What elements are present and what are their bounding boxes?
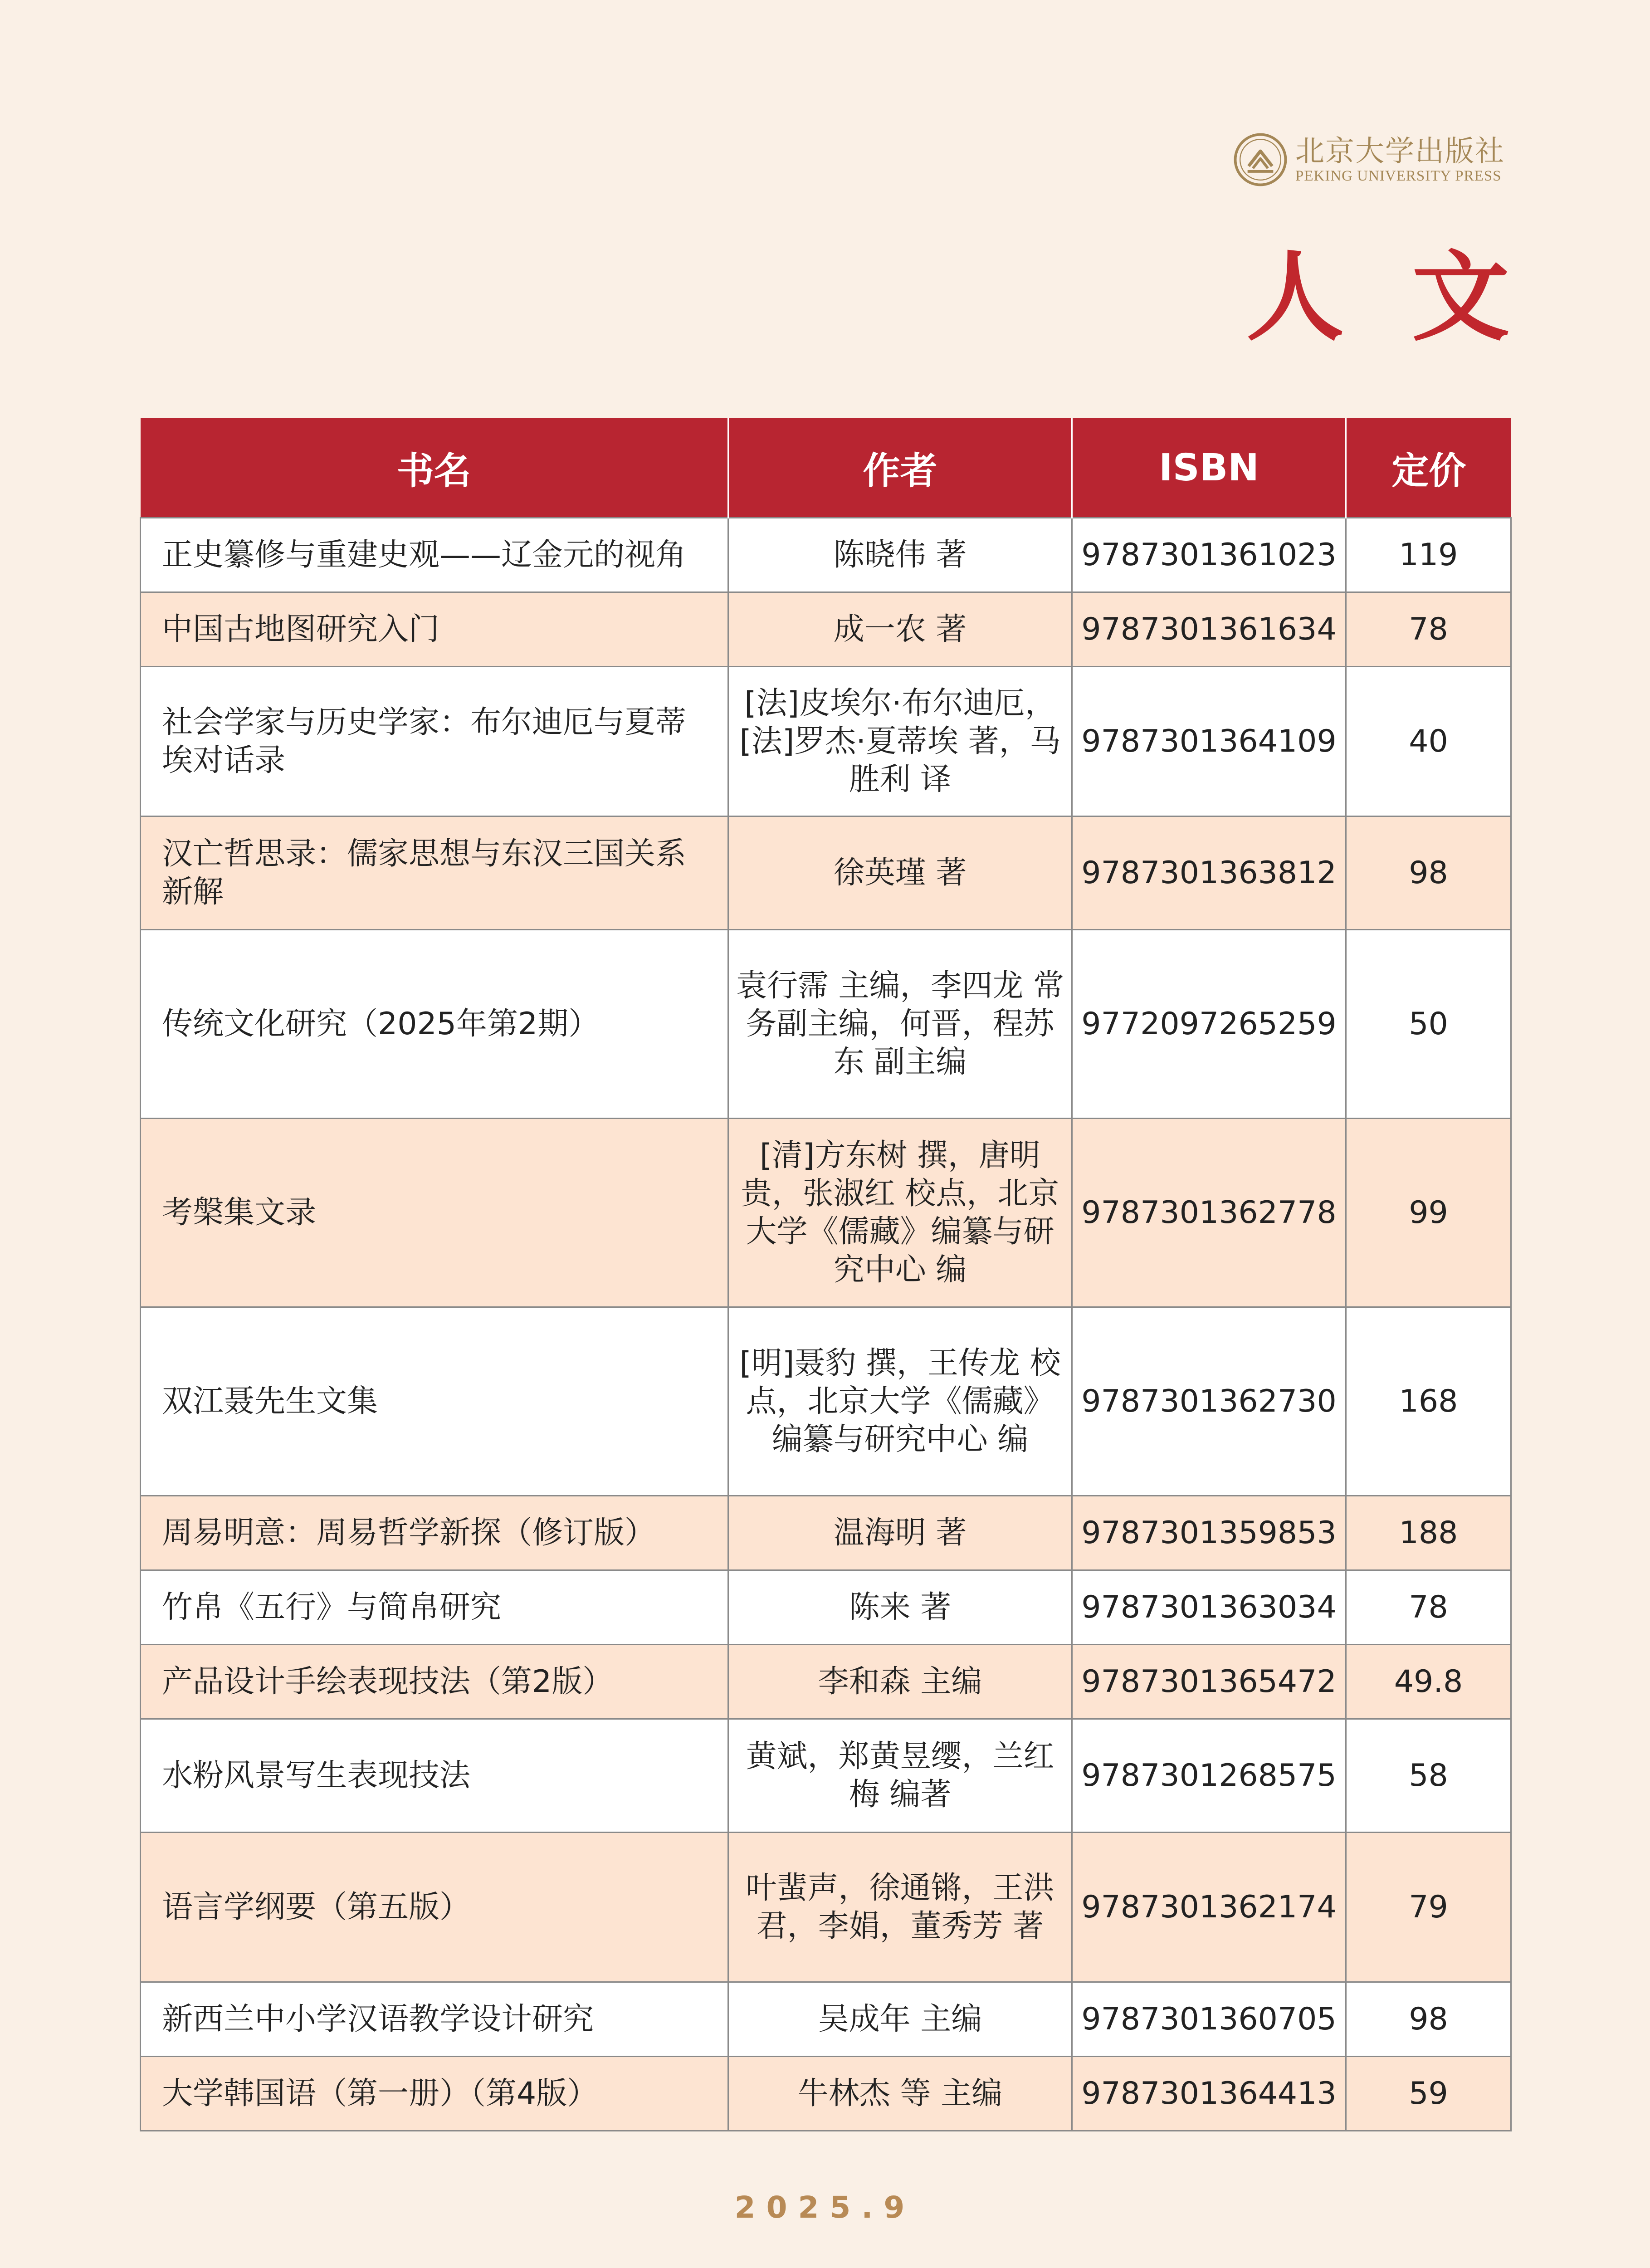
table-row [141,1570,1511,1645]
book-author: [明]聂豹 撰，王传龙 校点，北京大学《儒藏》编纂与研究中心 编 [728,1307,1072,1496]
book-author: 徐英瑾 著 [728,816,1072,930]
book-author: 叶蜚声，徐通锵，王洪君，李娟，董秀芳 著 [728,1833,1072,1982]
book-price: 168 [1346,1307,1511,1496]
book-isbn: 9787301360705 [1072,1982,1346,2057]
book-title: 新西兰中小学汉语教学设计研究 [141,1982,728,2057]
table-row [141,1496,1511,1570]
table-row [141,1645,1511,1719]
book-price: 188 [1346,1496,1511,1570]
book-table [140,418,1512,2131]
book-isbn: 9787301364413 [1072,2057,1346,2131]
book-title: 正史纂修与重建史观——辽金元的视角 [141,518,728,592]
book-isbn: 9772097265259 [1072,930,1346,1119]
book-title: 产品设计手绘表现技法（第2版） [141,1645,728,1719]
table-row [141,2057,1511,2131]
book-price: 79 [1346,1833,1511,1982]
book-isbn: 9787301363812 [1072,816,1346,930]
book-isbn: 9787301362174 [1072,1833,1346,1982]
book-isbn: 9787301362778 [1072,1119,1346,1307]
publisher-logo [1234,128,1515,191]
book-price: 50 [1346,930,1511,1119]
book-title: 周易明意：周易哲学新探（修订版） [141,1496,728,1570]
book-author: [清]方东树 撰，唐明贵，张淑红 校点，北京大学《儒藏》编纂与研究中心 编 [728,1119,1072,1307]
book-author: 陈来 著 [728,1570,1072,1645]
book-isbn: 9787301364109 [1072,667,1346,816]
book-title: 竹帛《五行》与简帛研究 [141,1570,728,1645]
book-author: 温海明 著 [728,1496,1072,1570]
book-isbn: 9787301268575 [1072,1719,1346,1833]
book-author: 吴成年 主编 [728,1982,1072,2057]
book-isbn: 9787301362730 [1072,1307,1346,1496]
book-author: 成一农 著 [728,592,1072,667]
logo-english-name: PEKING UNIVERSITY PRESS [1295,168,1502,184]
table-row [141,1719,1511,1833]
book-author: 陈晓伟 著 [728,518,1072,592]
book-price: 59 [1346,2057,1511,2131]
book-price: 58 [1346,1719,1511,1833]
logo-chinese-name: 北京大学出版社 [1295,135,1505,168]
table-row [141,816,1511,930]
column-header-isbn: ISBN [1072,418,1346,518]
book-author: 李和森 主编 [728,1645,1072,1719]
column-header-price: 定价 [1346,418,1511,518]
book-title: 中国古地图研究入门 [141,592,728,667]
book-price: 49.8 [1346,1645,1511,1719]
book-isbn: 9787301361634 [1072,592,1346,667]
table-row [141,1119,1511,1307]
page-title: 人文 [1246,240,1577,354]
book-title: 水粉风景写生表现技法 [141,1719,728,1833]
table-row [141,1307,1511,1496]
book-title: 语言学纲要（第五版） [141,1833,728,1982]
book-price: 78 [1346,592,1511,667]
book-title: 汉亡哲思录：儒家思想与东汉三国关系新解 [141,816,728,930]
book-price: 78 [1346,1570,1511,1645]
book-isbn: 9787301363034 [1072,1570,1346,1645]
book-title: 大学韩国语（第一册）（第4版） [141,2057,728,2131]
table-row [141,1833,1511,1982]
table-row [141,930,1511,1119]
book-author: [法]皮埃尔·布尔迪厄，[法]罗杰·夏蒂埃 著，马胜利 译 [728,667,1072,816]
book-isbn: 9787301359853 [1072,1496,1346,1570]
book-price: 40 [1346,667,1511,816]
table-row [141,592,1511,667]
book-author: 牛林杰 等 主编 [728,2057,1072,2131]
table-header-row [141,418,1511,518]
book-price: 98 [1346,1982,1511,2057]
book-isbn: 9787301365472 [1072,1645,1346,1719]
table-row [141,1982,1511,2057]
book-title: 考槃集文录 [141,1119,728,1307]
footer-date: 2025.9 [734,2190,916,2225]
book-price: 99 [1346,1119,1511,1307]
book-title: 双江聂先生文集 [141,1307,728,1496]
book-price: 119 [1346,518,1511,592]
column-header-title: 书名 [141,418,728,518]
book-price: 98 [1346,816,1511,930]
book-isbn: 9787301361023 [1072,518,1346,592]
book-title: 传统文化研究（2025年第2期） [141,930,728,1119]
university-seal-icon [1234,133,1287,186]
book-author: 袁行霈 主编，李四龙 常务副主编，何晋，程苏东 副主编 [728,930,1072,1119]
book-title: 社会学家与历史学家：布尔迪厄与夏蒂埃对话录 [141,667,728,816]
table-row [141,667,1511,816]
table-row [141,518,1511,592]
book-author: 黄斌，郑黄昱缨，兰红梅 编著 [728,1719,1072,1833]
column-header-author: 作者 [728,418,1072,518]
